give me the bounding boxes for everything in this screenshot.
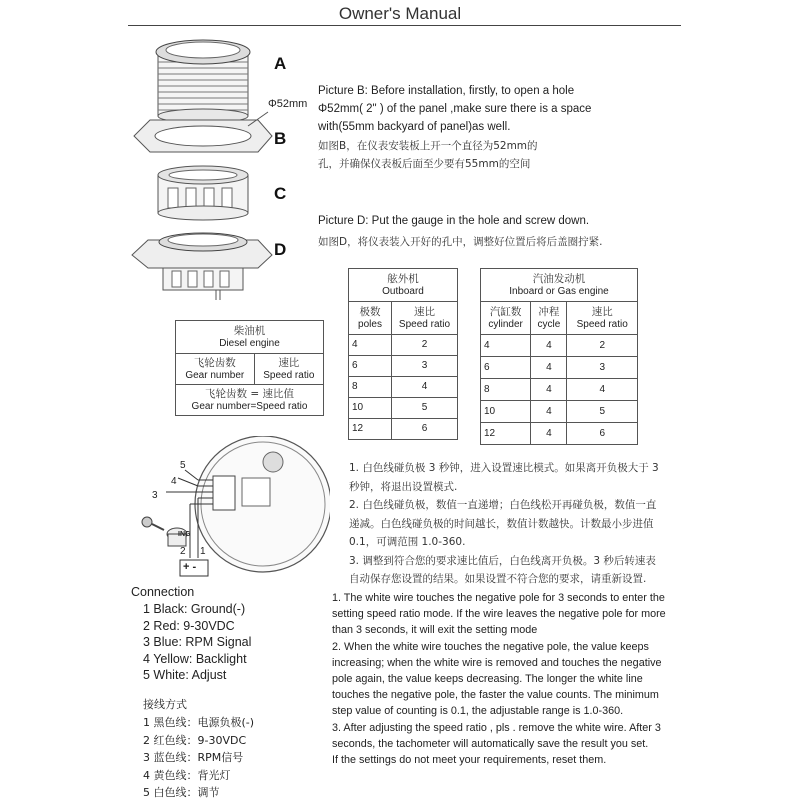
- setup-en-line: touches the negative pole, the faster the value counts. The minimum: [332, 689, 659, 702]
- setup-cn-line: 0.1，可调范围 1.0-360.: [349, 536, 466, 548]
- connection-title-cn: 接线方式: [143, 698, 187, 711]
- outboard-col1-cn: 极数: [359, 306, 381, 318]
- setup-en-line: step value of counting is 0.1, the adjustable range is 1.0-360.: [332, 705, 624, 718]
- diesel-engine-table: [175, 320, 324, 416]
- outboard-table: [348, 268, 458, 440]
- setup-en-line: 3. After adjusting the speed ratio , pls . remove the white wire. After 3: [332, 721, 661, 734]
- setup-cn-line: 3. 调整到符合您的要求速比值后，白色线离开负极。3 秒后转速表: [349, 554, 656, 567]
- table-row: 12 4 6: [481, 423, 638, 445]
- setup-en-line: 1. The white wire touches the negative pole for 3 seconds to enter the: [332, 592, 665, 604]
- outboard-col2-cn: 速比: [414, 306, 435, 318]
- connection-list-cn: [143, 714, 254, 802]
- picture-d-text-cn: 如图D，将仪表装入开好的孔中，调整好位置后将后盖圈拧紧.: [318, 236, 603, 248]
- setup-en-line: setting speed ratio mode. If the wire leaves the negative pole for more: [332, 608, 666, 621]
- part-a-gauge-body: [156, 40, 250, 123]
- connection-list: [143, 601, 251, 684]
- diameter-label: Φ52mm: [268, 98, 308, 110]
- diesel-title-en: Diesel engine: [219, 338, 280, 349]
- setup-en-line: If the settings do not meet your requirements, reset them.: [332, 754, 607, 767]
- inboard-col3-cn: 速比: [591, 306, 613, 318]
- table-row: 6 4 3: [481, 357, 638, 379]
- setup-en-line: 2. When the white wire touches the negative pole, the value keeps: [332, 640, 649, 653]
- list-item: 4 黄色线：背光灯: [143, 768, 231, 782]
- battery-terminal-label: + -: [183, 561, 197, 573]
- table-row: 10 5: [349, 398, 458, 419]
- connection-title: Connection: [131, 585, 195, 599]
- setup-en-line: pole again, the value keeps decreasing. The longer the white line: [332, 673, 643, 686]
- key-icon: [142, 517, 164, 530]
- list-item: 4 Yellow: Backlight: [143, 651, 247, 666]
- setup-instructions-cn: [349, 459, 694, 589]
- part-label-d: D: [274, 240, 287, 259]
- diesel-formula-en: Gear number=Speed ratio: [191, 401, 308, 412]
- diesel-col1-en: Gear number: [185, 370, 245, 381]
- picture-b-text-cn: [318, 137, 658, 173]
- list-item: 2 红色线：9-30VDC: [143, 733, 247, 747]
- setup-instructions-en: [332, 590, 677, 768]
- diesel-col2-en: Speed ratio: [263, 370, 315, 381]
- part-c-nut: [158, 166, 248, 220]
- picture-b-line: with(55mm backyard of panel)as well.: [318, 121, 511, 133]
- diesel-formula-cn: 飞轮齿数 = 速比值: [205, 388, 294, 400]
- wire-label-1: 1: [200, 546, 206, 557]
- picture-b-text: [318, 82, 658, 136]
- inboard-title-cn: 汽油发动机: [532, 273, 586, 285]
- list-item: 1 Black: Ground(-): [143, 602, 246, 616]
- gauge-parts-illustration: [120, 30, 300, 300]
- table-row: 6 3: [349, 356, 458, 377]
- list-item: 5 白色线：调节: [143, 786, 220, 799]
- wire-label-2: 2: [180, 546, 186, 557]
- table-row: 4 4 2: [481, 335, 638, 357]
- part-label-b: B: [274, 129, 287, 148]
- setup-cn-line: 1. 白色线碰负极 3 秒钟，进入设置速比模式。如果离开负极大于 3: [349, 462, 659, 474]
- setup-en-line: seconds, the tachometer will automatically save the result you set.: [332, 737, 649, 750]
- picture-b-line: Picture B: Before installation, firstly, to open a hole: [318, 85, 575, 97]
- picture-b-cn-line: 孔，并确保仪表板后面至少要有55mm的空间: [318, 158, 531, 170]
- inboard-col2-en: cycle: [537, 319, 561, 330]
- wire-label-3: 3: [152, 490, 158, 501]
- part-label-a: A: [274, 54, 287, 73]
- list-item: 3 Blue: RPM Signal: [143, 635, 252, 649]
- inboard-col1-cn: 汽缸数: [489, 306, 522, 318]
- setup-en-line: increasing; when the white wire is removed and touches the negative: [332, 656, 662, 669]
- setup-cn-line: 秒钟，将退出设置模式.: [349, 480, 458, 493]
- setup-cn-line: 自动保存您设置的结果。如果设置不符合您的要求，请重新设置.: [349, 573, 647, 585]
- inboard-col3-en: Speed ratio: [576, 319, 628, 330]
- setup-cn-line: 递减。白色线碰负极的时间越长，数值计数越快。计数最小步进值: [349, 517, 654, 530]
- diesel-col1-cn: 飞轮齿数: [193, 357, 236, 369]
- page-title: Owner's Manual: [338, 4, 462, 23]
- inboard-col2-cn: 冲程: [538, 306, 560, 318]
- header-rule: [128, 25, 681, 26]
- picture-d-text: Picture D: Put the gauge in the hole and screw down.: [318, 215, 590, 227]
- inboard-gas-engine-table: [480, 268, 638, 445]
- outboard-title-cn: 舷外机: [387, 273, 419, 285]
- table-row: 8 4: [349, 377, 458, 398]
- setup-en-line: than 3 seconds, it will exit the setting mode: [332, 624, 538, 637]
- diesel-col2-cn: 速比: [278, 357, 300, 369]
- table-row: 10 4 5: [481, 401, 638, 423]
- table-row: 12 6: [349, 419, 458, 440]
- outboard-title-en: Outboard: [382, 286, 424, 297]
- wire-label-4: 4: [171, 476, 177, 487]
- list-item: 5 White: Adjust: [143, 668, 227, 682]
- inboard-col1-en: cylinder: [488, 319, 523, 330]
- table-row: 4 2: [349, 335, 458, 356]
- setup-cn-line: 2. 白色线碰负极，数值一直递增；白色线松开再碰负极，数值一直: [349, 499, 657, 511]
- wire-label-5: 5: [180, 460, 186, 471]
- inboard-title-en: Inboard or Gas engine: [509, 286, 609, 297]
- diesel-title-cn: 柴油机: [233, 325, 266, 337]
- part-label-c: C: [274, 184, 287, 203]
- picture-b-cn-line: 如图B，在仪表安装板上开一个直径为52mm的: [318, 140, 538, 152]
- ignition-label: ING: [178, 531, 191, 538]
- part-d-assembled: [132, 233, 272, 300]
- wiring-diagram: [130, 436, 330, 586]
- outboard-col1-en: poles: [358, 319, 382, 330]
- list-item: 1 黑色线：电源负极(-): [143, 716, 255, 729]
- outboard-col2-en: Speed ratio: [398, 319, 451, 330]
- table-row: 8 4 4: [481, 379, 638, 401]
- list-item: 2 Red: 9-30VDC: [143, 618, 235, 633]
- picture-b-line: Φ52mm( 2" ) of the panel ,make sure there is a space: [318, 103, 592, 115]
- list-item: 3 蓝色线：RPM信号: [143, 751, 244, 764]
